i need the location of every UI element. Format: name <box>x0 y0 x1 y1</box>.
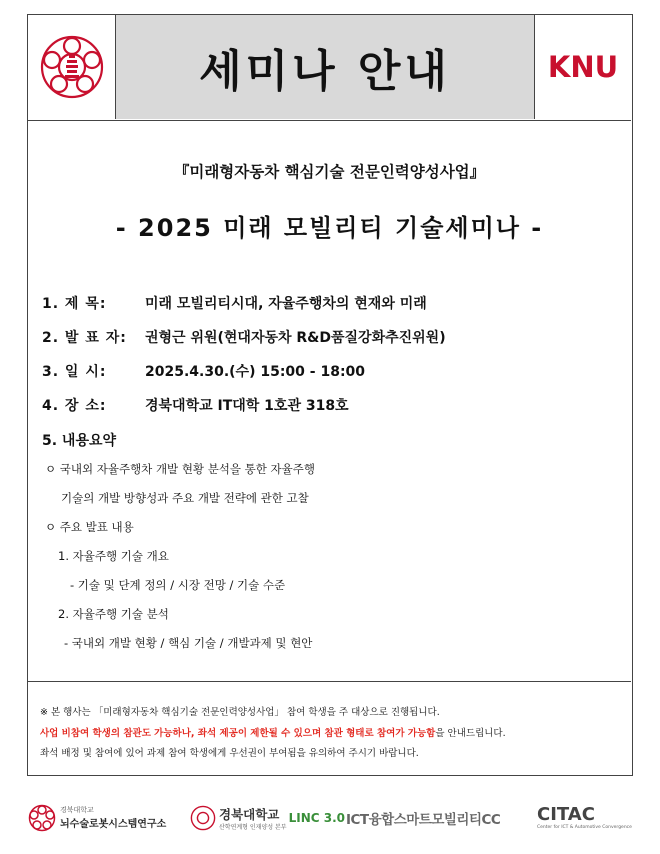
logo-citac <box>537 798 632 838</box>
logo-4-main: CITAC <box>537 804 595 825</box>
detail-label: 2. 발 표 자: <box>42 330 127 346</box>
logo-brain-robot-institute <box>28 798 166 838</box>
notice-line-1: ※ 본 행사는 「미래형자동차 핵심기술 전문인력양성사업」 참여 학생을 주 대상으로 진행됩니다. <box>40 707 440 718</box>
summary-bullet-1-line-1: ㅇ 국내외 자율주행차 개발 현황 분석을 통한 자율주행 <box>45 462 315 476</box>
detail-label: 3. 일 시: <box>42 364 107 380</box>
notice-line-2-highlight: 사업 비참여 학생의 참관도 가능하나, 좌석 제공이 제한될 수 있으며 참관 형태로 참여가 가능함 <box>40 728 436 739</box>
summary-item-2-sub: - 국내외 개발 현황 / 핵심 기술 / 개발과제 및 현안 <box>64 636 313 650</box>
logo-2-main: 경북대학교 <box>219 806 280 822</box>
logo-knu-linc <box>190 798 345 838</box>
summary-heading: 5. 내용요약 <box>42 433 117 449</box>
university-seal-icon <box>190 805 216 831</box>
summary-item-1: 1. 자율주행 기술 개요 <box>58 549 169 563</box>
notice-line-2 <box>40 725 506 739</box>
logo-ict-mobility <box>346 798 500 838</box>
university-seal-cell <box>28 15 116 119</box>
university-seal-icon <box>39 34 105 100</box>
project-subtitle: 『미래형자동차 핵심기술 전문인력양성사업』 <box>173 163 486 181</box>
detail-location <box>42 395 349 415</box>
summary-bullet-1-line-2: 기술의 개발 방향성과 주요 개발 전략에 관한 고찰 <box>61 491 309 505</box>
detail-value: 권형근 위원(현대자동차 R&D품질강화추진위원) <box>145 330 446 346</box>
seminar-title: - 2025 미래 모빌리티 기술세미나 - <box>115 214 544 242</box>
notice-box <box>28 681 631 775</box>
detail-speaker <box>42 327 446 347</box>
summary-item-1-sub: - 기술 및 단계 정의 / 시장 전망 / 기술 수준 <box>70 578 286 592</box>
detail-value: 미래 모빌리티시대, 자율주행차의 현재와 미래 <box>145 296 427 312</box>
title-cell <box>116 15 534 119</box>
notice-line-2-rest: 을 안내드립니다. <box>435 728 506 739</box>
university-seal-icon <box>28 804 56 832</box>
notice-line-3: 좌석 배정 및 참여에 있어 과제 참여 학생에게 우선권이 부여됨을 유의하여 주시기 바랍니다. <box>40 748 419 759</box>
logo-2-small: 산학연계형 인재양성 본부 <box>219 823 287 831</box>
header <box>28 15 631 121</box>
detail-label: 4. 장 소: <box>42 398 107 414</box>
logo-1-main: 뇌수술로봇시스템연구소 <box>60 819 167 830</box>
detail-value: 경북대학교 IT대학 1호관 318호 <box>145 398 349 414</box>
page-title: 세미나 안내 <box>199 46 451 97</box>
knu-logo-cell <box>534 15 631 119</box>
logo-3-main: ICT융합스마트모빌리티CC <box>346 812 501 828</box>
poster-frame <box>27 14 633 776</box>
linc-badge: LINC 3.0 <box>288 811 345 825</box>
detail-label: 1. 제 목: <box>42 296 107 312</box>
detail-title <box>42 293 427 313</box>
logo-1-small: 경북대학교 <box>60 806 94 814</box>
logo-4-small: Center for ICT & Automotive Convergence <box>537 825 632 830</box>
detail-datetime <box>42 361 365 381</box>
summary-bullet-2: ㅇ 주요 발표 내용 <box>45 520 134 534</box>
summary-item-2: 2. 자율주행 기술 분석 <box>58 607 169 621</box>
detail-value: 2025.4.30.(수) 15:00 - 18:00 <box>145 364 366 380</box>
footer-logos <box>0 798 660 838</box>
knu-logo: KNU <box>547 50 619 84</box>
